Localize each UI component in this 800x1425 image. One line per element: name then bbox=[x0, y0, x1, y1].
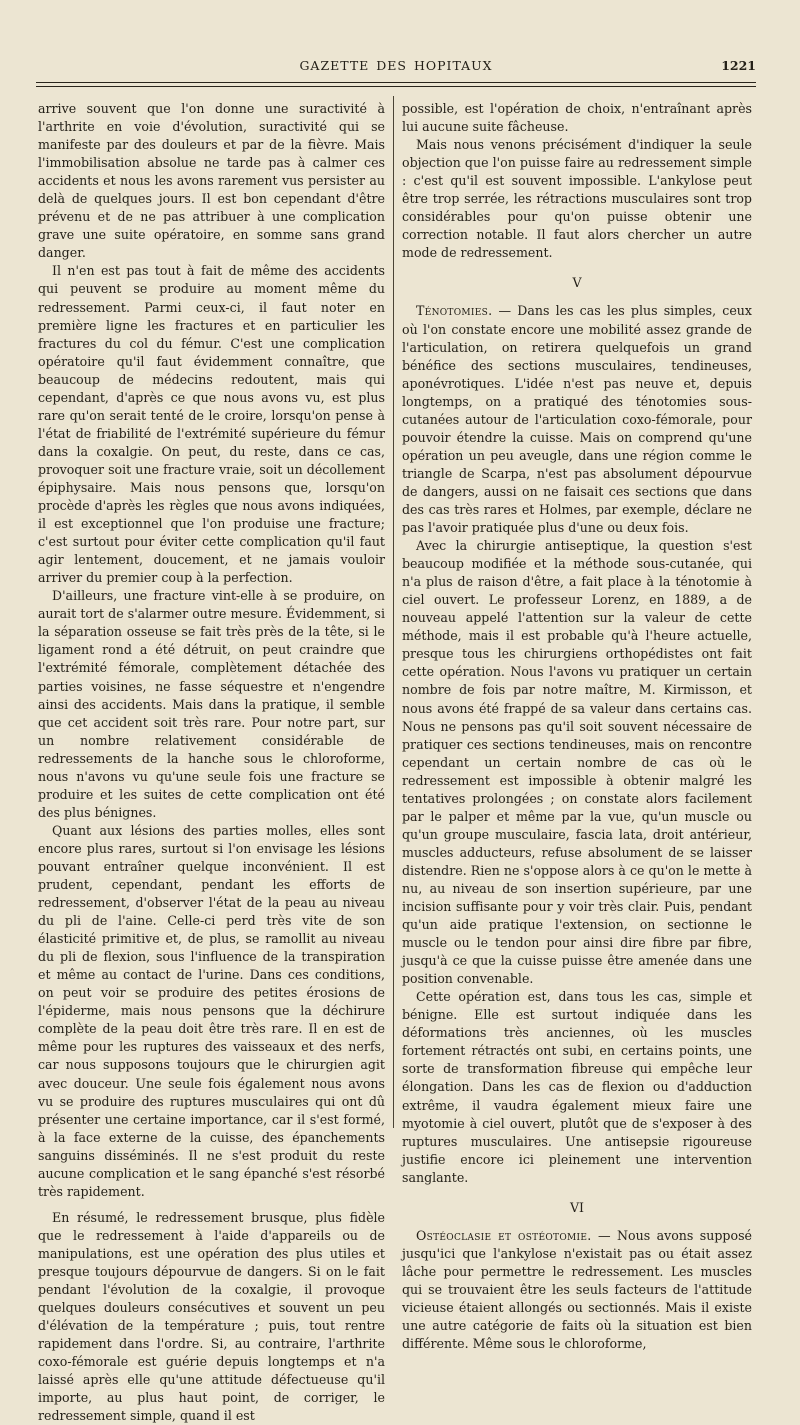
section-number-vi: VI bbox=[569, 1199, 585, 1215]
page-header bbox=[36, 58, 756, 80]
left-column bbox=[38, 100, 385, 1425]
paragraph: D'ailleurs, une fracture vint-elle à se produire, on aurait tort de s'alarmer outre mesure. Évidemment, si la séparation osseuse se fait très près de la tête, si le ligament rond a été détruit, on peut craindre que l'extrémité fémorale, complètement détachée des parties voisines, ne fasse séquestre et n'engendre ainsi des accidents. Mais dans la pratique, il semble que cet accident soit très rare. Pour notre part, sur un nombre relativement considérable de redressements de la hanche sous le chloroforme, nous n'avons vu qu'une seule fois une fracture se produire et les suites de cette complication ont été des plus bénignes. bbox=[38, 588, 385, 820]
page-number: 1221 bbox=[721, 58, 756, 73]
paragraph: Quant aux lésions des parties molles, elles sont encore plus rares, surtout si l'on envisage les lésions pouvant entraîner quelque inconvénient. Il est prudent, cependant, pendant les efforts de redressement, d'observer l'état de la peau au niveau du pli de l'aine. Celle-ci perd très vite de son élasticité primitive et, de plus, se ramollit au niveau du pli de flexion, sous l'influence de la transpiration et même au contact de l'urine. Dans ces conditions, on peut voir se produire des petites érosions de l'épiderme, mais nous pensons que la déchirure complète de la peau doit être très rare. Il en est de même pour les ruptures des vaisseaux et des nerfs, car nous supposons toujours que le chirurgien agit avec douceur. Une seule fois également nous avons vu se produire des ruptures musculaires qui ont dû présenter une certaine importance, car il s'est formé, à la face externe de la cuisse, des épanchements sanguins disséminés. Il ne s'est produit du reste aucune complication et le sang épanché s'est résorbé très rapidement. bbox=[38, 822, 385, 1199]
right-column bbox=[402, 100, 752, 1353]
header-rule bbox=[36, 82, 756, 83]
paragraph: possible, est l'opération de choix, n'entraînant après lui aucune suite fâcheuse. bbox=[402, 101, 752, 135]
paragraph-osteoclasie bbox=[402, 1227, 752, 1353]
paragraph: Mais nous venons précisément d'indiquer la seule objection que l'on puisse faire au redressement simple : c'est qu'il est souvent impossible. L'ankylose peut être trop serrée, les rétractions musculaires sont trop considérables pour qu'on puisse obtenir une correction notable. Il faut alors chercher un autre mode de redressement. bbox=[402, 137, 752, 261]
paragraph: Cette opération est, dans tous les cas, simple et bénigne. Elle est surtout indiquée dans les déformations très anciennes, où les muscles fortement rétractés ont subi, en certains points, une sorte de transformation fibreuse qui empêche leur élongation. Dans les cas de flexion ou d'adduction extrême, il vaudra également mieux faire une myotomie à ciel ouvert, plutôt que de s'exposer à des ruptures musculaires. Une antisepsie rigoureuse justifie encore ici pleinement une intervention sanglante. bbox=[402, 989, 752, 1185]
paragraph-text: — Nous avons supposé jusqu'ici que l'ankylose n'existait pas ou était assez lâche pour permettre le redressement. Les muscles qui se trouvaient être les seuls facteurs de l'attitude vicieuse étaient allongés ou sectionnés. Mais il existe une autre catégorie de faits où la situation est bien différente. Même sous le chloroforme, bbox=[402, 1227, 752, 1352]
section-number-v: V bbox=[572, 275, 582, 291]
paragraph: Avec la chirurgie antiseptique, la question s'est beaucoup modifiée et la méthode sous-cutanée, qui n'a plus de raison d'être, a fait place à la ténotomie à ciel ouvert. Le professeur Lorenz, en 1889, a de nouveau appelé l'attention sur la valeur de cette méthode, mais il est probable qu'à l'heure actuelle, presque tous les chirurgiens orthopédistes ont fait cette opération. Nous l'avons vu pratiquer un certain nombre de fois par notre maître, M. Kirmisson, et nous avons été frappé de sa valeur dans certains cas. Nous ne pensons pas qu'il soit souvent nécessaire de pratiquer ces sections tendineuses, mais on rencontre cependant un certain nombre de cas où le redressement est impossible à obtenir malgré les tentatives prolongées ; on constate alors facilement par le palper et même par la vue, qu'un muscle ou qu'un groupe musculaire, fascia lata, droit antérieur, muscles adducteurs, refuse absolument de se laisser distendre. Rien ne s'oppose alors à ce qu'on le mette à nu, au niveau de son insertion supérieure, par une incision suffisante pour y voir très clair. Puis, pendant qu'un aide pratique l'extension, on sectionne le muscle ou le tendon pour ainsi dire fibre par fibre, jusqu'à ce que la cuisse puisse être amenée dans une position convenable. bbox=[402, 538, 752, 987]
paragraph-tenotomies bbox=[402, 302, 752, 537]
paragraph-text: — Dans les cas les plus simples, ceux où l'on constate encore une mobilité assez grande de l'articulation, on retirera quelquefois un grand bénéfice des sections musculaires, tendineuses, aponévrotiques. L'idée n'est pas neuve et, depuis longtemps, on a pratiqué des ténotomies sous-cutanées autour de l'articulation coxo-fémorale, pour pouvoir étendre la cuisse. Mais on comprend qu'une opération un peu aveugle, dans une région comme le triangle de Scarpa, n'est pas absolument dépourvue de dangers, aussi on ne faisait ces sections que dans des cas très rares et Holmes, par exemple, déclare ne pas l'avoir pratiquée plus d'une ou deux fois. bbox=[402, 303, 752, 536]
paragraph: En résumé, le redressement brusque, plus fidèle que le redressement à l'aide d'appareils ou de manipulations, est une opération des plus utiles et presque toujours dépourvue de dangers. Si on le fait pendant l'évolution de la coxalgie, il provoque quelques douleurs consécutives et souvent un peu d'élévation de la température ; puis, tout rentre rapidement dans l'ordre. Si, au contraire, l'arthrite coxo-fémorale est guérie depuis longtemps et n'a laissé après elle qu'une attitude défectueuse qu'il importe, au plus haut point, de corriger, le redressement simple, quand il est bbox=[38, 1209, 385, 1424]
paragraph: Il n'en est pas tout à fait de même des accidents qui peuvent se produire au moment même du redressement. Parmi ceux-ci, il faut noter en première ligne les fractures et en particulier les fractures du col du fémur. C'est une complication opératoire qu'il faut évidemment connaître, que beaucoup de médecins redoutent, mais qui cependant, d'après ce que nous avons vu, est plus rare qu'on serait tenté de le croire, lorsqu'on pense à l'état de friabilité de l'extrémité supérieure du fémur dans la coxalgie. On peut, du reste, dans ce cas, provoquer soit une fracture vraie, soit un décollement épiphysaire. Mais nous pensons que, lorsqu'on procède d'après les règles que nous avons indiquées, il est exceptionnel que l'on produise une fracture; c'est surtout pour éviter cette complication qu'il faut agir lentement, doucement, et ne jamais vouloir arriver du premier coup à la perfection. bbox=[38, 263, 385, 586]
paragraph: arrive souvent que l'on donne une suractivité à l'arthrite en voie d'évolution, suractivité qui se manifeste par des douleurs et par de la fièvre. Mais l'immobilisation absolue ne tarde pas à calmer ces accidents et nous les avons rarement vus persister au delà de quelques jours. Il est bon cependant d'être prévenu et de ne pas attribuer à une complication grave une suite opératoire, en somme sans grand danger. bbox=[38, 101, 385, 261]
section-heading-tenotomies: Ténotomies. bbox=[416, 303, 493, 319]
section-heading-osteoclasie: Ostéoclasie et ostéotomie. bbox=[416, 1227, 592, 1243]
column-divider bbox=[393, 96, 394, 1128]
header-rule-thin bbox=[36, 86, 756, 87]
journal-title: GAZETTE DES HOPITAUX bbox=[299, 58, 493, 73]
